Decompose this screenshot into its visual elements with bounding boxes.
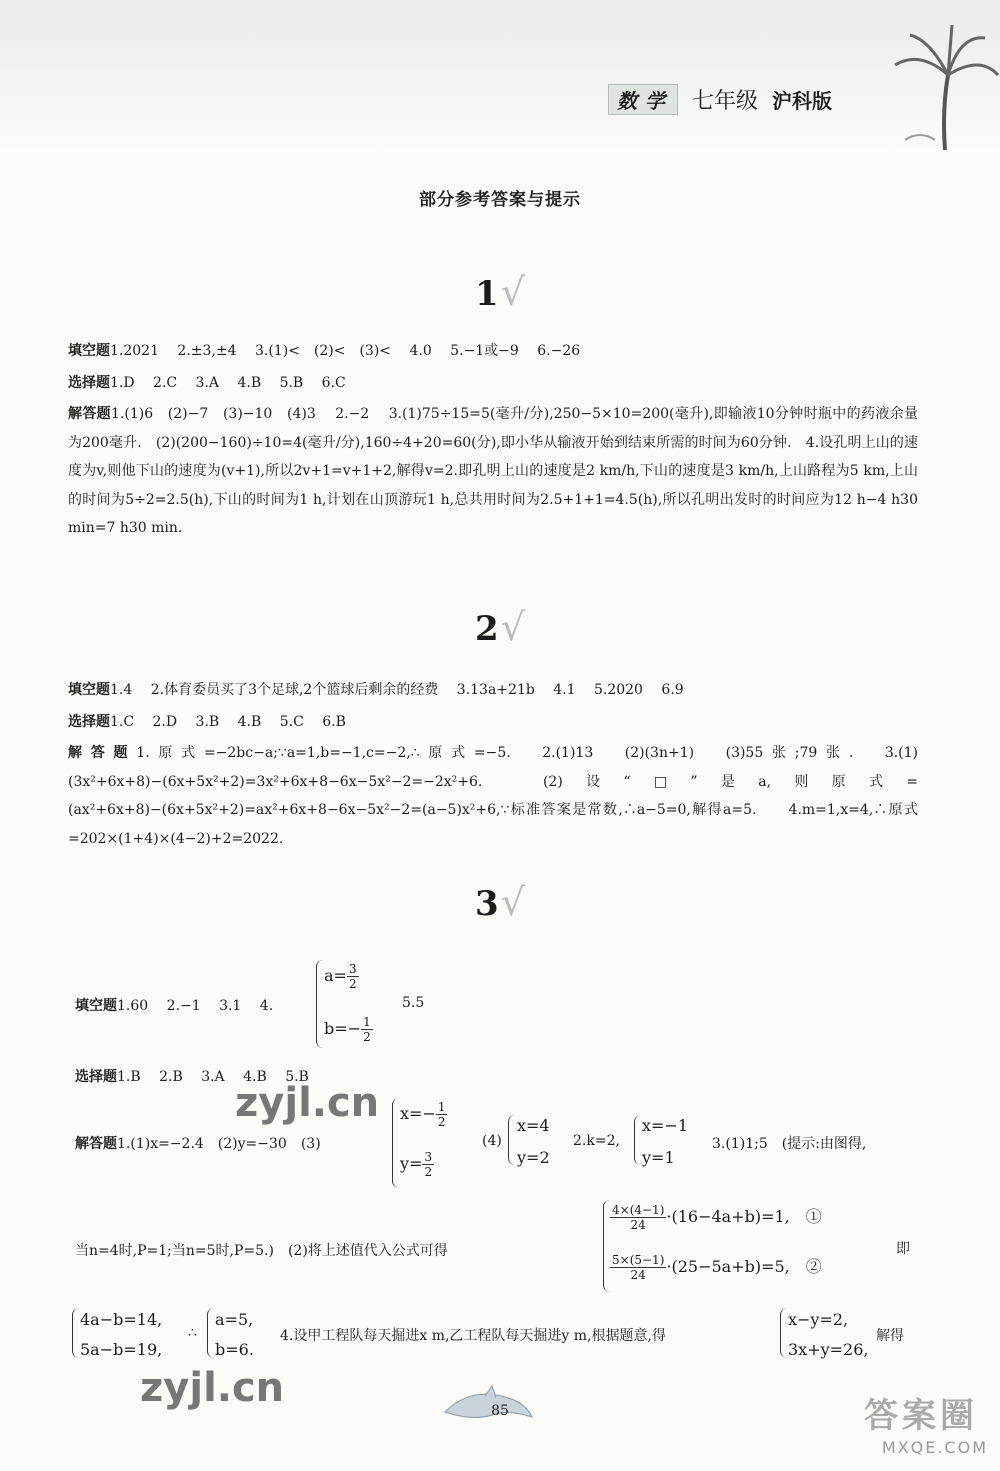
system-line: 3x+y=26, bbox=[788, 1340, 869, 1359]
system-line: y=2 bbox=[517, 1148, 550, 1167]
s3-answer-part6: 即 bbox=[896, 1241, 910, 1257]
system-line: x=4 bbox=[517, 1116, 550, 1135]
s1-answer: 解答题1.(1)6 (2)−7 (3)−10 (4)3 2.−2 3.(1)75÷15=5(毫升/分),250−5×10=200(毫升),即输液10分钟时瓶中的药液余量为200毫升. (2)(200−160)÷10=4(毫升/分),160÷4+20=60(分),即小华从输液开始到结束所需的时间为60分钟. 4.设孔明上山的速度为v,则他下山的速度为(v+1),所以2v+1=v+1+2,解得v=2.即孔明上山的速度是2 km/h,下山的速度是3 km/h,上山路程为5 km,上山的时间为5÷2=2.5(h),下山的时间为1 h,计划在山顶游玩1 h,总共用时间为2.5+1+1=4.5(h),所以孔明出发时的时间应为12 h−4 h30 min=7 h30 min. bbox=[68, 406, 918, 537]
system-line: a= $\frac{3}{2}$ bbox=[324, 962, 357, 991]
s3-answer-part5: 当n=4时,P=1;当n=5时,P=5.) (2)将上述值代入公式可得 bbox=[75, 1243, 448, 1259]
s3-answer-part4: 3.(1)1;5 (提示:由图得, bbox=[712, 1136, 867, 1152]
watermark-text: zyjl.cn bbox=[140, 1365, 285, 1411]
equation-2: $\frac{5\times(5-1)}{24}$ ·(25−5a+b)=5, ② bbox=[612, 1253, 822, 1282]
brace bbox=[603, 1200, 610, 1292]
system-line: y=1 bbox=[642, 1148, 675, 1167]
system-line: a=5, bbox=[215, 1310, 254, 1329]
watermark-text: zyjl.cn bbox=[235, 1080, 380, 1126]
s2-choice: 选择题1.C 2.D 3.B 4.B 5.C 6.B bbox=[68, 714, 346, 730]
section-number-3: 3√ bbox=[475, 880, 525, 924]
s1-fill-blank: 填空题1.2021 2.±3,±4 3.(1)< (2)< (3)< 4.0 5.−1或−9 6.−26 bbox=[68, 343, 581, 359]
system-line: x=− $\frac{1}{2}$ bbox=[400, 1100, 446, 1129]
brace bbox=[72, 1308, 79, 1358]
palm-tree-icon bbox=[890, 20, 1000, 150]
brace bbox=[392, 1098, 399, 1188]
system-line: b=− $\frac{1}{2}$ bbox=[324, 1015, 371, 1044]
watermark-logo: 答案圈 bbox=[864, 1396, 978, 1436]
system-line: 5a−b=19, bbox=[80, 1340, 163, 1359]
brace bbox=[316, 960, 323, 1048]
edition-label: 沪科版 bbox=[772, 88, 833, 113]
system-line: b=6. bbox=[215, 1340, 254, 1359]
book-header bbox=[608, 84, 832, 114]
brace bbox=[780, 1308, 787, 1358]
s3-choice: 选择题1.B 2.B 3.A 4.B 5.B bbox=[75, 1069, 309, 1085]
subject-label: 数学 bbox=[608, 84, 678, 115]
therefore-symbol: ∴ bbox=[188, 1325, 197, 1341]
section-number-2: 2√ bbox=[475, 605, 525, 649]
brace bbox=[634, 1115, 641, 1165]
page-title: 部分参考答案与提示 bbox=[419, 190, 581, 210]
s3-answer-part2: (4) bbox=[482, 1133, 502, 1149]
section-number-1: 1√ bbox=[475, 270, 525, 314]
header-banner bbox=[0, 0, 1000, 150]
s3-fill-blank: 填空题1.60 2.−1 3.1 4. bbox=[75, 998, 274, 1014]
system-line: x−y=2, bbox=[788, 1310, 849, 1329]
s3-answer-part1: 解答题1.(1)x=−2.4 (2)y=−30 (3) bbox=[75, 1136, 321, 1152]
s1-choice: 选择题1.D 2.C 3.A 4.B 5.B 6.C bbox=[68, 375, 346, 391]
brace bbox=[508, 1115, 515, 1165]
system-line: x=−1 bbox=[642, 1116, 689, 1135]
s2-answer: 解答题1.原式=−2bc−a;∵a=1,b=−1,c=−2,∴原式=−5. 2.(1)13 (2)(3n+1) (3)55张;79张. 3.(1)(3x²+6x+8)−(6x+5x²+2)=3x²+6x+8−6x−5x²−2=−2x²+6. (2)设“□”是a,则原式=(ax²+6x+8)−(6x+5x²+2)=ax²+6x+8−6x−5x²−2=(a−5)x²+6,∵标准答案是常数,∴a−5=0,解得a=5. 4.m=1,x=4,∴原式=202×(1+4)×(4−2)+2=2022. bbox=[68, 745, 919, 847]
equation-1: $\frac{4\times(4-1)}{24}$ ·(16−4a+b)=1, ① bbox=[612, 1203, 822, 1232]
s3-answer-part7: 4.设甲工程队每天掘进x m,乙工程队每天掘进y m,根据题意,得 bbox=[280, 1328, 666, 1344]
grade-label: 七年级 bbox=[692, 88, 759, 114]
system-line: 4a−b=14, bbox=[80, 1310, 163, 1329]
s3-answer-part3: 2.k=2, bbox=[573, 1133, 620, 1149]
brace bbox=[207, 1308, 214, 1358]
s3-answer-part8: 解得 bbox=[876, 1328, 904, 1344]
s3-fill-tail: 5.5 bbox=[402, 995, 425, 1011]
system-line: y= $\frac{3}{2}$ bbox=[400, 1150, 433, 1179]
s2-fill-blank: 填空题1.4 2.体育委员买了3个足球,2个篮球后剩余的经费 3.13a+21b 4.1 5.2020 6.9 bbox=[68, 682, 684, 698]
watermark-site: MXQE.COM bbox=[881, 1438, 988, 1457]
page-number: 85 bbox=[491, 1403, 509, 1419]
